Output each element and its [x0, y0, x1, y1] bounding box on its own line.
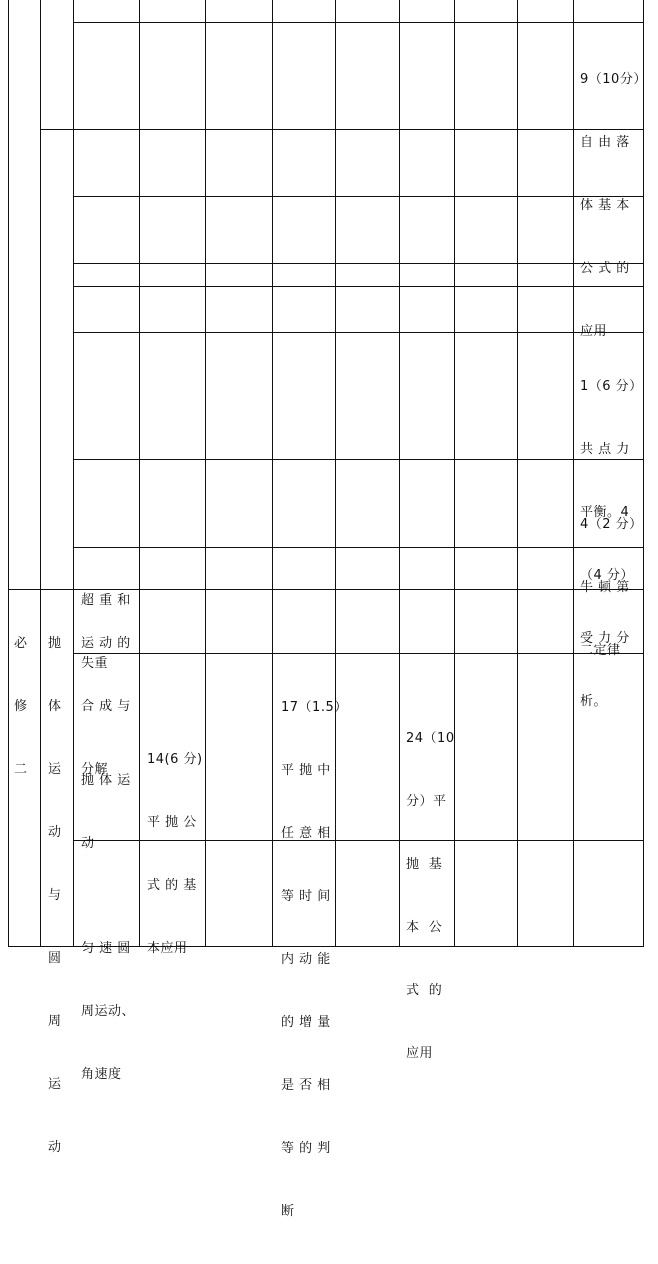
text-line: 运 动 的	[81, 636, 131, 651]
vertical-rule	[139, 0, 140, 947]
text-line: 二	[14, 762, 28, 777]
horizontal-rule	[73, 22, 644, 23]
text-line: 等 的 判	[281, 1141, 331, 1156]
horizontal-rule	[73, 196, 644, 197]
text-line: 内 动 能	[281, 952, 331, 967]
text-line: 本应用	[147, 941, 188, 956]
horizontal-rule	[73, 547, 644, 548]
text-line: 式 的 基	[147, 878, 197, 893]
text-line: 运	[48, 1077, 62, 1092]
text-line: 动	[81, 836, 95, 851]
cell-q24-projectile-formula	[406, 686, 455, 1106]
text-line: 牛 顿 第	[580, 580, 630, 595]
text-line: 是 否 相	[281, 1078, 331, 1093]
cell-uniform-circular-motion	[81, 896, 135, 1127]
text-line: 二定律	[580, 643, 621, 658]
text-line: 匀 速 圆	[81, 941, 131, 956]
text-line: 共 点 力	[580, 442, 630, 457]
text-line: 4（2 分）	[580, 517, 643, 532]
text-line: 17（1.5）	[281, 700, 348, 715]
text-line: 必	[14, 636, 28, 651]
text-line: 14(6 分)	[147, 752, 203, 767]
text-line: 9（10分）	[580, 72, 647, 87]
text-line: 运	[48, 762, 62, 777]
text-line: 超 重 和	[81, 593, 131, 608]
text-line: 体 基 本	[580, 198, 630, 213]
horizontal-rule	[73, 459, 644, 460]
vertical-rule	[573, 0, 574, 947]
horizontal-rule	[73, 653, 644, 654]
text-line: （4 分）	[580, 568, 634, 583]
text-line: 公 式 的	[580, 261, 630, 276]
text-line: 应用	[580, 324, 608, 339]
vertical-rule	[517, 0, 518, 947]
text-line: 平 抛 公	[147, 815, 197, 830]
text-line: 本 公	[406, 920, 443, 935]
text-line: 分）平	[406, 794, 447, 809]
text-line: 析。	[580, 694, 608, 709]
cell-q17-kinetic-energy	[281, 655, 348, 1264]
text-line: 24（10	[406, 731, 455, 746]
text-line: 与	[48, 888, 62, 903]
horizontal-rule	[40, 129, 74, 130]
text-line: 抛 体 运	[81, 773, 131, 788]
text-line: 等 时 间	[281, 889, 331, 904]
text-line: 抛	[48, 636, 62, 651]
text-line: 分解	[81, 762, 109, 777]
horizontal-rule	[73, 129, 644, 130]
vertical-rule	[40, 0, 41, 947]
text-line: 断	[281, 1204, 295, 1219]
text-line: 合 成 与	[81, 699, 131, 714]
vertical-rule	[399, 0, 400, 947]
text-line: 修	[14, 699, 28, 714]
text-line: 应用	[406, 1046, 434, 1061]
text-line: 抛 基	[406, 857, 443, 872]
horizontal-rule	[73, 332, 644, 333]
vertical-rule	[8, 0, 9, 947]
text-line: 的 增 量	[281, 1015, 331, 1030]
text-line: 周	[48, 1014, 62, 1029]
text-line: 平衡。4	[580, 505, 630, 520]
cell-q9-free-fall	[580, 27, 647, 384]
cell-chapter-projectile-circular	[48, 591, 67, 1200]
cell-compulsory-two	[14, 591, 33, 822]
horizontal-rule	[73, 263, 644, 264]
cell-projectile-motion	[81, 728, 131, 896]
cell-q14-projectile-formula	[147, 707, 203, 1001]
horizontal-rule	[73, 286, 644, 287]
text-line: 体	[48, 699, 62, 714]
text-line: 圆	[48, 951, 62, 966]
text-line: 动	[48, 825, 62, 840]
text-line: 任 意 相	[281, 826, 331, 841]
text-line: 自 由 落	[580, 135, 630, 150]
text-line: 受 力 分	[580, 631, 630, 646]
vertical-rule	[272, 0, 273, 947]
text-line: 式 的	[406, 983, 443, 998]
text-line: 平 抛 中	[281, 763, 331, 778]
text-line: 周运动、	[81, 1004, 136, 1019]
text-line: 失重	[81, 656, 109, 671]
text-line: 1（6 分）	[580, 379, 643, 394]
cell-q4-newton-second-law	[580, 472, 643, 703]
text-line: 动	[48, 1140, 62, 1155]
text-line: 角速度	[81, 1067, 122, 1082]
vertical-rule	[73, 0, 74, 947]
vertical-rule	[205, 0, 206, 947]
